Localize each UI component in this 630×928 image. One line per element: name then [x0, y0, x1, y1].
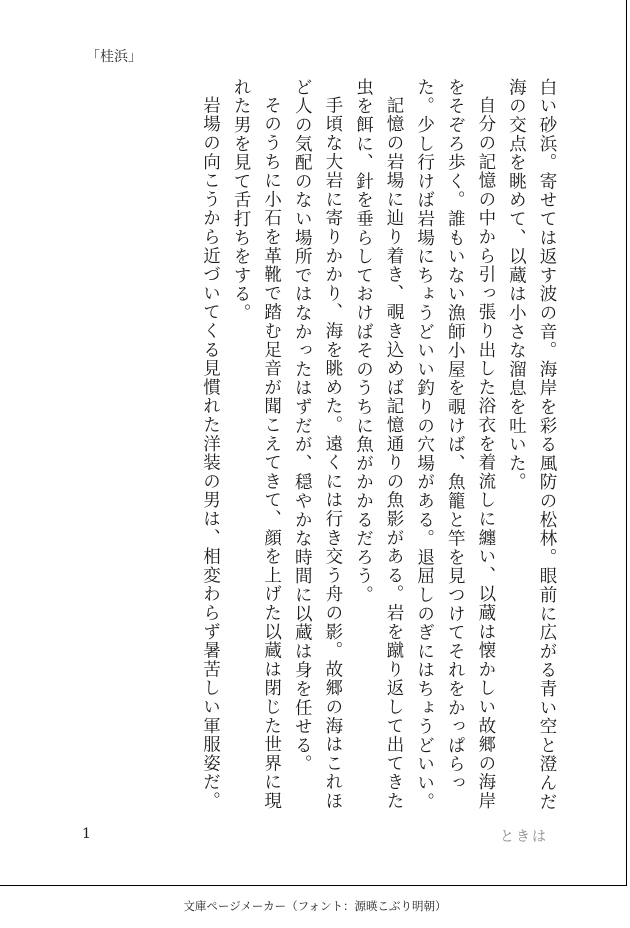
page-header-title: 「桂浜」	[86, 49, 142, 65]
paragraph-4: 手頃な大岩に寄りかかり、海を眺めた。遠くには行き交う舟の影。故郷の海はこれほど人の気配のない場所ではなかったはずだが、穏やかな時間に以蔵は身を任せる。	[292, 78, 343, 810]
paragraph-6: 岩場の向こうから近づいてくる見慣れた洋装の男は、相変わらず暑苦しい軍服姿だ。	[200, 95, 221, 810]
page-number: 1	[82, 826, 91, 842]
author-name: ときは	[500, 829, 548, 845]
paragraph-5: そのうちに小石を革靴で踏む足音が聞こえてきて、顔を上げた以蔵は閉じた世界に現れた男を見て舌打ちをする。	[231, 78, 282, 810]
paragraph-2: 自分の記憶の中から引っ張り出した浴衣を着流しに纏い、以蔵は懐かしい故郷の海岸をそぞろ歩く。誰もいない漁師小屋を覗けば、魚籠と竿を見つけてそれをかっぱらった。少し行けば岩場にちょうどいい釣りの穴場がある。退屈しのぎにはちょうどいい。	[414, 78, 496, 812]
footer-credit: 文庫ページメーカー（フォント：源暎こぶり明朝）	[183, 899, 447, 913]
paragraph-1: 白い砂浜。寄せては返す波の音。海岸を彩る風防の松林。眼前に広がる青い空と澄んだ海の交点を眺めて、以蔵は小さな溜息を吐いた。	[506, 78, 557, 812]
paragraph-3: 記憶の岩場に辿り着き、覗き込めば記憶通りの魚影がある。岩を蹴り返して出てきた虫を餌に、針を垂らしておけばそのうちに魚がかかるだろう。	[353, 78, 405, 810]
vertical-body-text	[82, 78, 562, 820]
